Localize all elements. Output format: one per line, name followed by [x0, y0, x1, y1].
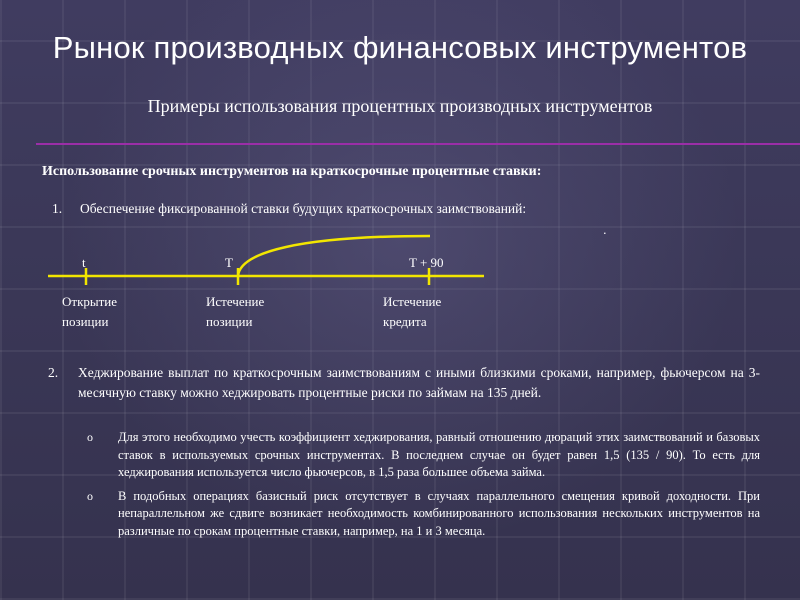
forward-rate-curve	[238, 236, 430, 276]
timeline-caption-T	[206, 292, 264, 332]
slide-title: Рынок производных финансовых инструментов	[52, 30, 748, 65]
timeline-caption-T90-line1: Истечение	[383, 294, 442, 309]
timeline-label-t: t	[82, 255, 86, 270]
timeline-caption-t	[62, 292, 117, 332]
timeline-label-T: T	[225, 255, 233, 270]
timeline-caption-T90	[383, 292, 441, 332]
list-item-1-number: 1.	[52, 201, 63, 216]
timeline-caption-T-line1: Истечение	[206, 294, 265, 309]
stray-dot: .	[603, 222, 607, 237]
slide-subtitle: Примеры использования процентных производных инструментов	[147, 96, 653, 116]
list-item-2-text: Хеджирование выплат по краткосрочным заимствованиям с иными близкими сроками, например, фьючерсом на 3-месячную ставку можно хеджировать процентные риски по займам на 135 дней.	[78, 365, 760, 400]
sub-bullet-text: В подобных операциях базисный риск отсутствует в случаях параллельного смещения кривой доходности. При непараллельном же сдвиге возникает необходимость комбинированного использования нескольких инструментов на различные по срокам процентные ставки, например, на 1 и 3 месяца.	[118, 488, 760, 538]
list-item-2	[48, 363, 760, 403]
sub-bullet-item	[84, 429, 760, 482]
bullet-circle-icon: o	[87, 430, 93, 444]
list-item-1-text: Обеспечение фиксированной ставки будущих краткосрочных заимствований:	[80, 201, 527, 216]
sub-bullet-text: Для этого необходимо учесть коэффициент хеджирования, равный отношению дюраций этих заимствований и базовых ставок в используемых срочных инструментах. В последнем случае он будет равен 1,5 (135 / 90). То есть для хеджирования используется число фьючерсов, в 1,5 раза большее объема займа.	[118, 430, 760, 479]
list-item-2-number: 2.	[48, 365, 59, 380]
timeline-label-T90: T + 90	[409, 255, 444, 270]
timeline-caption-t-line1: Открытие	[62, 294, 118, 309]
timeline-caption-T-line2: позиции	[206, 314, 253, 329]
section-heading: Использование срочных инструментов на краткосрочные процентные ставки:	[42, 164, 542, 179]
timeline-caption-t-line2: позиции	[62, 314, 109, 329]
timeline-caption-T90-line2: кредита	[383, 314, 427, 329]
sub-bullet-list	[84, 429, 760, 546]
bullet-circle-icon: o	[87, 488, 93, 503]
sub-bullet-item	[84, 488, 760, 541]
